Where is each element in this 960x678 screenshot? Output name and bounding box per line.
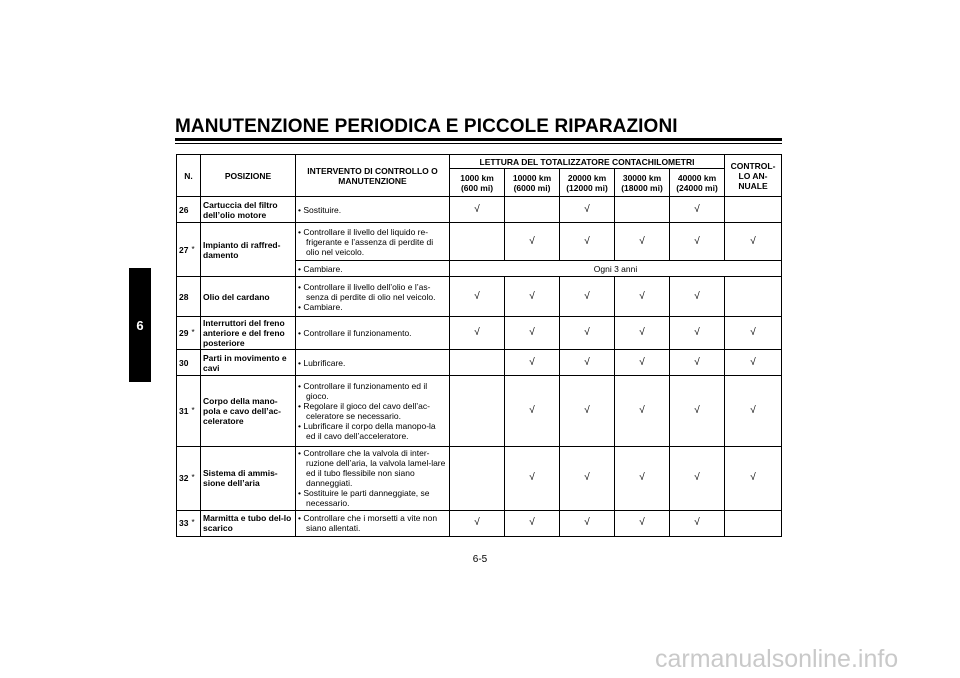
check-cell: √ [560,350,615,376]
check-cell: √ [670,376,725,446]
row-star: * [192,376,201,446]
row-number: 30 [177,350,192,376]
row-position: Corpo della mano-pola e cavo dell’ac-celeratore [201,376,296,446]
row-number: 27 [177,223,192,277]
row-number: 29 [177,317,192,350]
row-position: Impianto di raffred-damento [201,223,296,277]
row-action [296,261,450,277]
action-item: • Controllare il funzionamento. [298,328,447,338]
check-cell: √ [560,317,615,350]
check-cell: √ [505,350,560,376]
header-row-top [177,155,782,169]
check-cell: √ [560,376,615,446]
row-number: 26 [177,197,192,223]
row-action [296,197,450,223]
row-number: 31 [177,376,192,446]
row-position: Sistema di ammis-sione dell’aria [201,446,296,510]
check-cell: √ [505,376,560,446]
check-cell [725,197,782,223]
header-num: N. [177,155,201,197]
header-interval: 30000 km (18000 mi) [615,169,670,197]
table-row [177,223,782,261]
check-cell: √ [615,510,670,536]
table-row [177,350,782,376]
check-cell: √ [725,317,782,350]
check-cell: √ [450,197,505,223]
table-row [177,317,782,350]
action-item: • Sostituire le parti danneggiate, se necessario. [298,488,447,508]
table-row [177,510,782,536]
check-cell: √ [560,197,615,223]
check-cell: √ [505,510,560,536]
check-cell: √ [560,510,615,536]
table-row [177,197,782,223]
action-item: • Controllare che la valvola di inter-ruzione dell’aria, la valvola lamel-lare ed il tubo flessibile non siano danneggiati. [298,448,447,488]
header-interval: 1000 km (600 mi) [450,169,505,197]
action-item: • Cambiare. [298,264,447,274]
action-item: • Controllare che i morsetti a vite non siano allentati. [298,513,447,533]
header-interval: 40000 km (24000 mi) [670,169,725,197]
row-action [296,223,450,261]
check-cell: √ [670,223,725,261]
check-cell: √ [505,277,560,317]
row-action [296,510,450,536]
check-cell [725,277,782,317]
row-action [296,317,450,350]
check-cell [725,510,782,536]
row-star [192,350,201,376]
row-position: Olio del cardano [201,277,296,317]
row-star: * [192,510,201,536]
action-item: • Controllare il livello del liquido re-frigerante e l’assenza di perdite di olio nel veicolo. [298,227,447,257]
check-cell: √ [450,510,505,536]
action-item: • Sostituire. [298,205,447,215]
row-position: Interruttori del freno anteriore e del freno posteriore [201,317,296,350]
maintenance-table [176,154,782,537]
check-cell: √ [615,446,670,510]
check-cell [450,376,505,446]
check-cell: √ [560,277,615,317]
check-cell: √ [450,277,505,317]
header-interval: 10000 km (6000 mi) [505,169,560,197]
row-number: 32 [177,446,192,510]
header-action: INTERVENTO DI CONTROLLO O MANUTENZIONE [296,155,450,197]
action-item: • Controllare il livello dell’olio e l’as-senza di perdite di olio nel veicolo. [298,282,447,302]
action-item: • Regolare il gioco del cavo dell’ac-celeratore se necessario. [298,401,447,421]
table-row [177,376,782,446]
table-row [177,277,782,317]
row-star: * [192,317,201,350]
row-star [192,277,201,317]
footer-watermark: carmanualsonline.info [655,645,899,673]
row-action [296,446,450,510]
row-number: 28 [177,277,192,317]
title-rule-thin [175,143,782,144]
chapter-tab [129,268,151,382]
check-cell: √ [670,510,725,536]
page-number: 6-5 [472,554,488,565]
check-cell: √ [505,446,560,510]
row-position: Cartuccia del filtro dell’olio motore [201,197,296,223]
row-action [296,277,450,317]
check-cell: √ [450,317,505,350]
row-position: Marmitta e tubo del-lo scarico [201,510,296,536]
action-item: • Controllare il funzionamento ed il gioco. [298,381,447,401]
check-cell [615,197,670,223]
maintenance-rows [177,197,782,537]
check-cell: √ [670,446,725,510]
check-cell: √ [725,376,782,446]
row-position: Parti in movimento e cavi [201,350,296,376]
interval-note: Ogni 3 anni [450,261,782,277]
row-action [296,350,450,376]
check-cell: √ [505,223,560,261]
page-title: MANUTENZIONE PERIODICA E PICCOLE RIPARAZIONI [175,116,678,137]
check-cell: √ [670,350,725,376]
check-cell [450,446,505,510]
check-cell [505,197,560,223]
check-cell: √ [725,446,782,510]
action-item: • Cambiare. [298,302,447,312]
header-annual: CONTROL-LO AN-NUALE [725,155,782,197]
action-item: • Lubrificare il corpo della manopo-la ed il cavo dell’acceleratore. [298,421,447,441]
chapter-tab-label: 6 [136,317,144,333]
row-action [296,376,450,446]
check-cell [450,350,505,376]
header-position: POSIZIONE [201,155,296,197]
action-item: • Lubrificare. [298,358,447,368]
check-cell [450,223,505,261]
check-cell: √ [615,277,670,317]
row-number: 33 [177,510,192,536]
check-cell: √ [560,446,615,510]
check-cell: √ [670,277,725,317]
check-cell: √ [615,223,670,261]
title-rule-thick [175,138,782,141]
check-cell: √ [615,350,670,376]
header-interval: 20000 km (12000 mi) [560,169,615,197]
check-cell: √ [725,223,782,261]
check-cell: √ [725,350,782,376]
check-cell: √ [670,317,725,350]
row-star: * [192,446,201,510]
check-cell: √ [615,376,670,446]
row-star: * [192,223,201,277]
table-row [177,446,782,510]
check-cell: √ [560,223,615,261]
header-odometer: LETTURA DEL TOTALIZZATORE CONTACHILOMETRI [450,155,725,169]
check-cell: √ [615,317,670,350]
row-star [192,197,201,223]
check-cell: √ [505,317,560,350]
check-cell: √ [670,197,725,223]
